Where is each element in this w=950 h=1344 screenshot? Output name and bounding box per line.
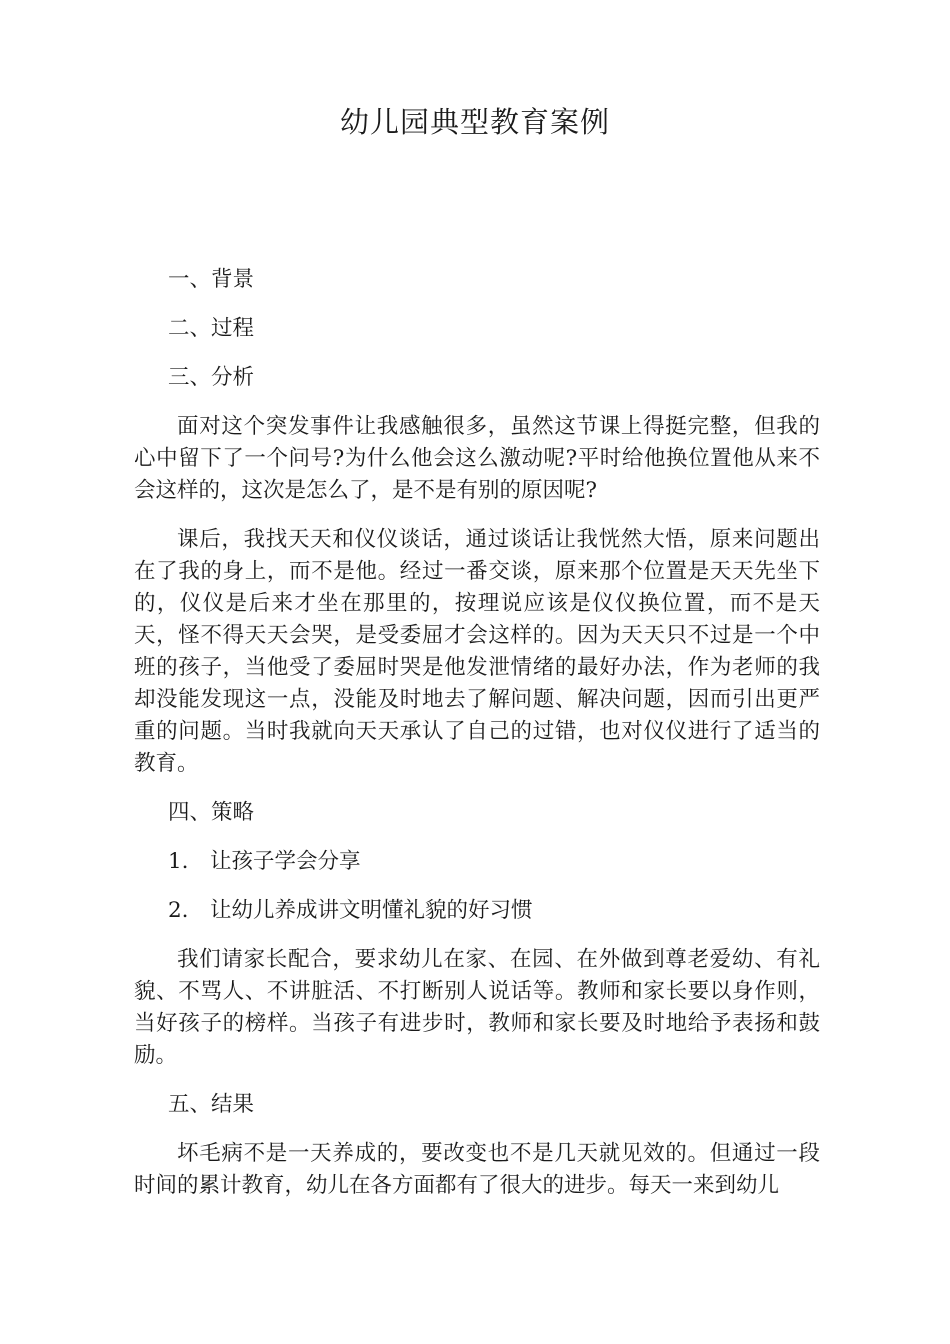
result-paragraph: 坏毛病不是一天养成的，要改变也不是几天就见效的。但通过一段时间的累计教育，幼儿在各方面都有了很大的进步。每天一来到幼儿 bbox=[134, 1141, 820, 1198]
document-body bbox=[134, 264, 820, 1219]
strategy-list-item bbox=[168, 895, 820, 927]
analysis-paragraph-1: 面对这个突发事件让我感触很多，虽然这节课上得挺完整，但我的心中留下了一个问号?为什么他会这么激动呢?平时给他换位置他从来不会这样的，这次是怎么了，是不是有别的原因呢? bbox=[134, 414, 820, 503]
section-heading-result: 五、结果 bbox=[168, 1092, 255, 1117]
analysis-paragraph-2: 课后，我找天天和仪仪谈话，通过谈话让我恍然大悟，原来问题出在了我的身上，而不是他。经过一番交谈，原来那个位置是天天先坐下的，仪仪是后来才坐在那里的，按理说应该是仪仪换位置，而不是天天，怪不得天天会哭，是受委屈才会这样的。因为天天只不过是一个中班的孩子，当他受了委屈时哭是他发泄情绪的最好办法，作为老师的我却没能发现这一点，没能及时地去了解问题、解决问题，因而引出更严重的问题。当时我就向天天承认了自己的过错，也对仪仪进行了适当的教育。 bbox=[134, 527, 820, 776]
section-heading-process: 二、过程 bbox=[168, 316, 255, 341]
list-item-number: 2. bbox=[168, 898, 189, 923]
section-heading-analysis: 三、分析 bbox=[168, 365, 255, 390]
list-item-number: 1. bbox=[168, 849, 189, 874]
section-heading-strategy: 四、策略 bbox=[168, 800, 255, 825]
list-item-text: 让孩子学会分享 bbox=[210, 849, 361, 874]
strategy-list-item bbox=[168, 846, 820, 878]
section-heading-background: 一、背景 bbox=[168, 267, 255, 292]
list-item-text: 让幼儿养成讲文明懂礼貌的好习惯 bbox=[210, 898, 533, 923]
strategy-paragraph: 我们请家长配合，要求幼儿在家、在园、在外做到尊老爱幼、有礼貌、不骂人、不讲脏活、不打断别人说话等。教师和家长要以身作则，当好孩子的榜样。当孩子有进步时，教师和家长要及时地给予表扬和鼓励。 bbox=[134, 947, 820, 1068]
document-title: 幼儿园典型教育案例 bbox=[339, 105, 610, 139]
